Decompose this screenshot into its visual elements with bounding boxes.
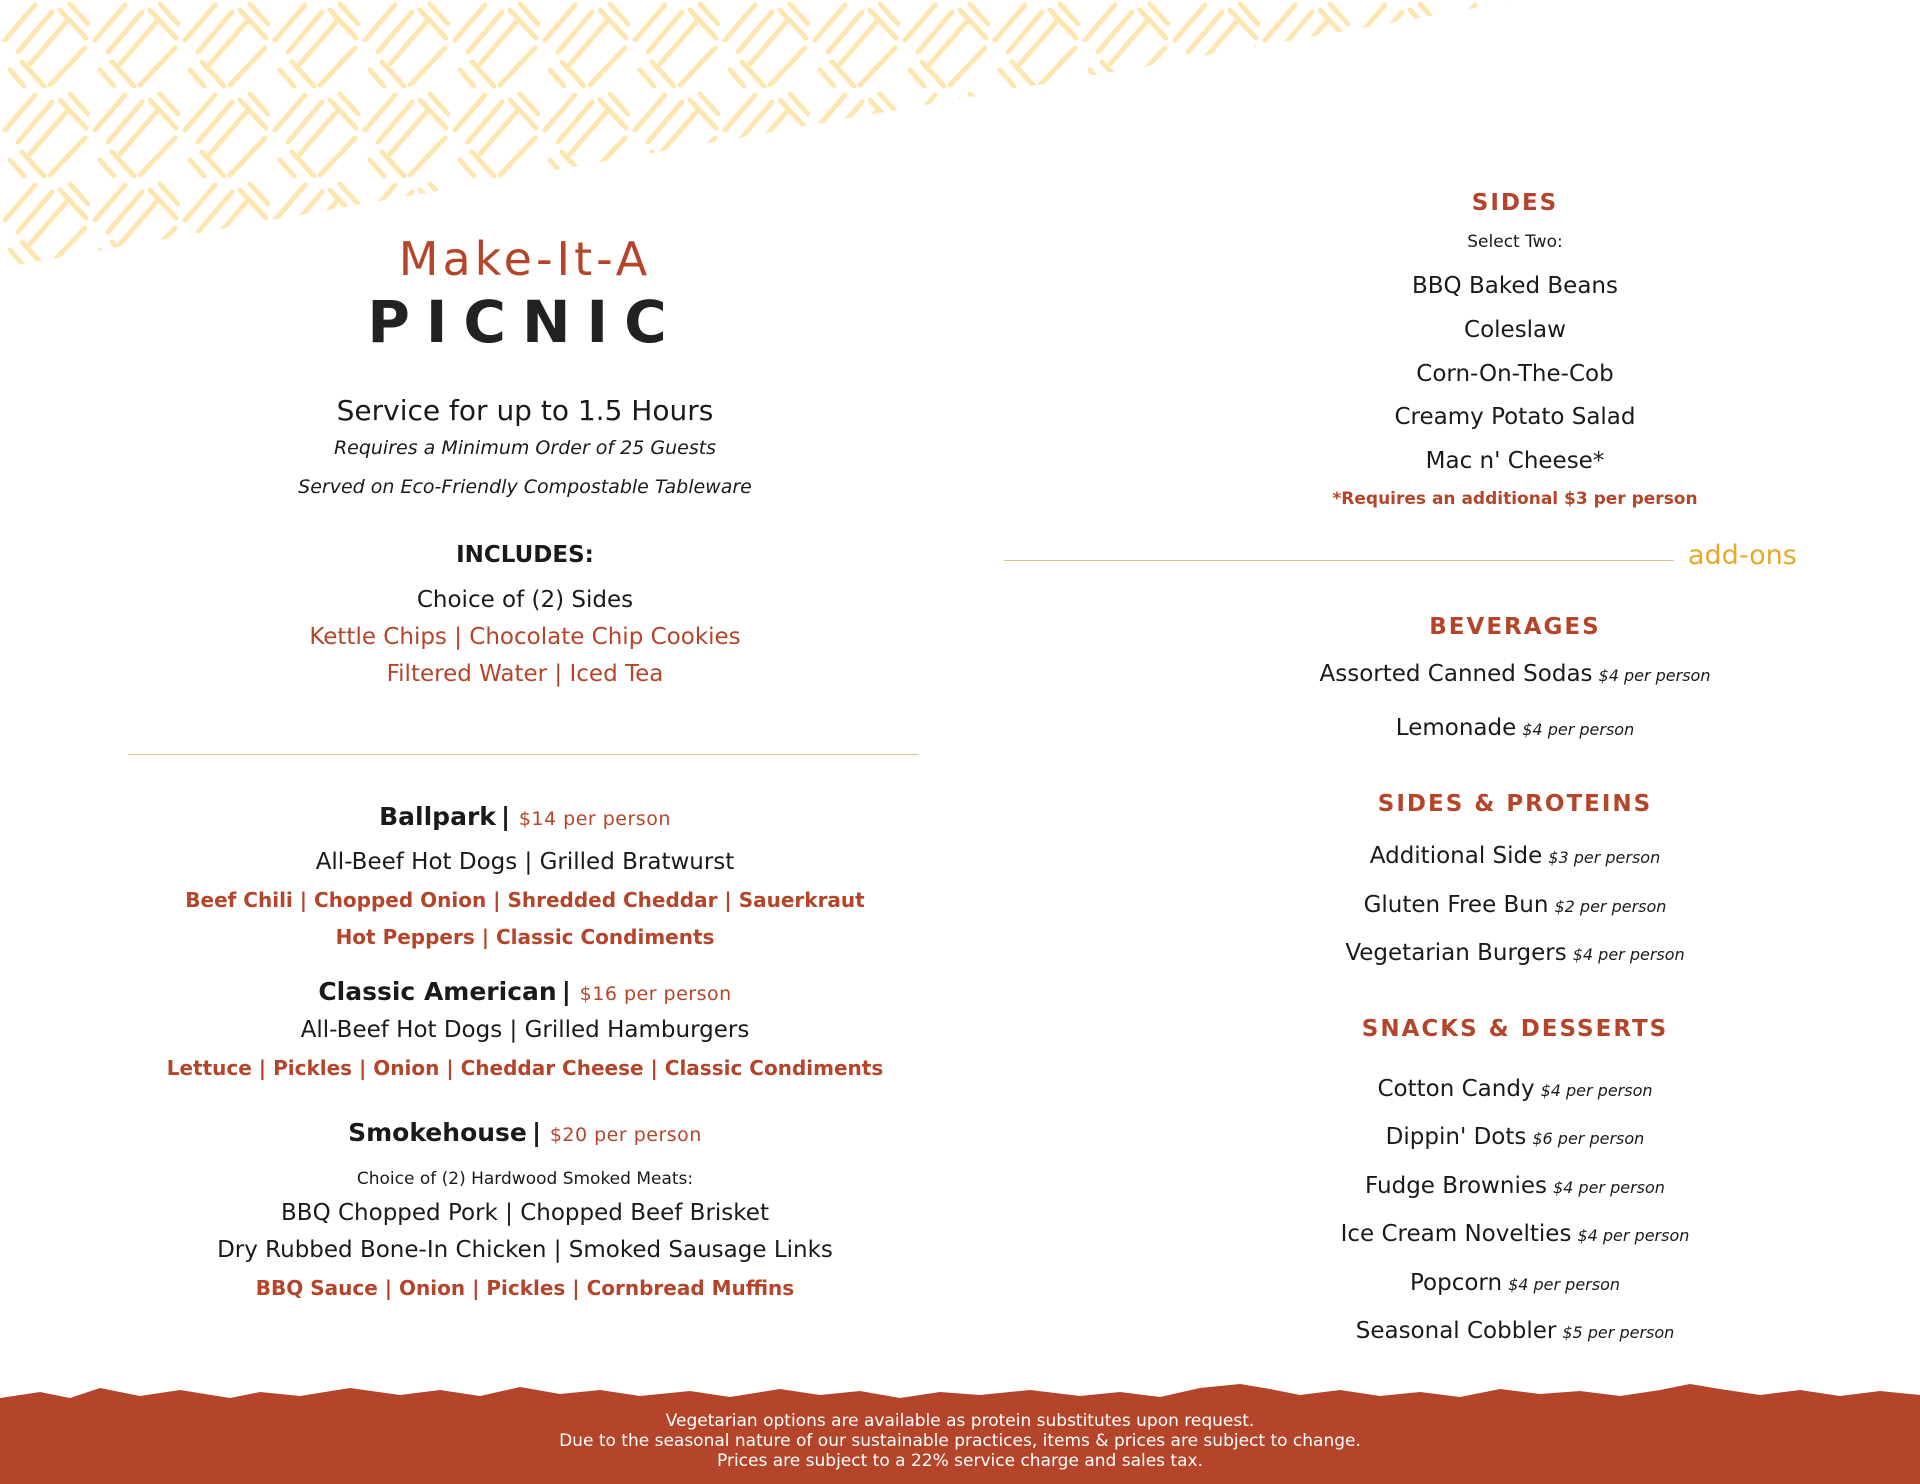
- side-item: BBQ Baked Beans: [1412, 273, 1618, 299]
- footer-line: Due to the seasonal nature of our sustainable practices, items & prices are subject to change.: [559, 1431, 1361, 1451]
- addon-item: [1000, 892, 1920, 918]
- side-item: Creamy Potato Salad: [1394, 404, 1636, 430]
- package-name: Smokehouse: [348, 1118, 527, 1147]
- footer-line: Prices are subject to a 22% service charge and sales tax.: [717, 1451, 1203, 1471]
- includes-line: Kettle Chips | Chocolate Chip Cookies: [309, 624, 741, 650]
- package-accent: Hot Peppers | Classic Condiments: [335, 925, 715, 949]
- includes-heading: INCLUDES:: [456, 542, 594, 568]
- addon-item: [1000, 843, 1920, 869]
- addon-price: $4 per person: [1572, 945, 1685, 964]
- addons-divider: [1004, 560, 1674, 561]
- addon-name: Additional Side: [1369, 843, 1543, 869]
- addon-price: $3 per person: [1548, 848, 1661, 867]
- addon-item: [1000, 940, 1920, 966]
- package-classic-american-heading: Classic American | $16 per person: [318, 977, 732, 1006]
- package-price: $16 per person: [579, 983, 732, 1005]
- side-item: Coleslaw: [1464, 317, 1566, 343]
- sides-note: *Requires an additional $3 per person: [1332, 489, 1698, 509]
- addon-item: [1000, 661, 1920, 687]
- sides-proteins-heading: SIDES & PROTEINS: [1377, 791, 1653, 817]
- addon-name: Dippin' Dots: [1385, 1124, 1527, 1150]
- addon-price: $5 per person: [1562, 1323, 1675, 1342]
- addon-price: $4 per person: [1540, 1081, 1653, 1100]
- addon-price: $6 per person: [1532, 1129, 1645, 1148]
- package-name: Ballpark: [379, 802, 496, 831]
- package-accent: Beef Chili | Chopped Onion | Shredded Cheddar | Sauerkraut: [185, 888, 865, 912]
- title-top: Make-It-A: [398, 232, 652, 286]
- addon-name: Cotton Candy: [1377, 1076, 1535, 1102]
- addon-name: Lemonade: [1395, 715, 1517, 741]
- package-line: All-Beef Hot Dogs | Grilled Bratwurst: [315, 849, 735, 875]
- package-name: Classic American: [318, 977, 557, 1006]
- package-accent: BBQ Sauce | Onion | Pickles | Cornbread Muffins: [255, 1276, 795, 1300]
- addon-name: Gluten Free Bun: [1363, 892, 1549, 918]
- sides-instruction: Select Two:: [1467, 232, 1563, 252]
- addons-label: add-ons: [1688, 540, 1797, 571]
- package-smokehouse-heading: Smokehouse | $20 per person: [348, 1118, 702, 1147]
- divider: [128, 754, 918, 755]
- package-line: BBQ Chopped Pork | Chopped Beef Brisket: [281, 1200, 769, 1226]
- addon-name: Seasonal Cobbler: [1355, 1318, 1557, 1344]
- beverages-heading: BEVERAGES: [1429, 614, 1601, 640]
- addon-item: [1000, 1318, 1920, 1344]
- package-line: All-Beef Hot Dogs | Grilled Hamburgers: [300, 1017, 750, 1043]
- package-note: Choice of (2) Hardwood Smoked Meats:: [356, 1169, 694, 1189]
- addon-item: [1000, 1173, 1920, 1199]
- package-ballpark-heading: Ballpark | $14 per person: [379, 802, 671, 831]
- package-price: $14 per person: [518, 808, 671, 830]
- addon-item: [1000, 1221, 1920, 1247]
- includes-line: Choice of (2) Sides: [416, 587, 634, 613]
- addon-name: Vegetarian Burgers: [1345, 940, 1567, 966]
- package-line: Dry Rubbed Bone-In Chicken | Smoked Sausage Links: [217, 1237, 833, 1263]
- addon-price: $4 per person: [1577, 1226, 1690, 1245]
- tableware-note: Served on Eco-Friendly Compostable Tableware: [298, 476, 752, 498]
- side-item: Mac n' Cheese*: [1425, 448, 1605, 474]
- service-duration: Service for up to 1.5 Hours: [336, 394, 714, 427]
- addon-item: [1000, 715, 1920, 741]
- title-main: PICNIC: [367, 288, 683, 356]
- package-price: $20 per person: [549, 1124, 702, 1146]
- minimum-order: Requires a Minimum Order of 25 Guests: [333, 437, 717, 459]
- addon-price: $4 per person: [1552, 1178, 1665, 1197]
- footer-line: Vegetarian options are available as protein substitutes upon request.: [665, 1411, 1255, 1431]
- addon-name: Assorted Canned Sodas: [1319, 661, 1593, 687]
- sides-heading: SIDES: [1471, 190, 1559, 216]
- addon-name: Ice Cream Novelties: [1340, 1221, 1572, 1247]
- footer-text: [0, 1411, 1920, 1471]
- addon-item: [1000, 1076, 1920, 1102]
- addon-price: $2 per person: [1554, 897, 1667, 916]
- addon-price: $4 per person: [1598, 666, 1711, 685]
- includes-line: Filtered Water | Iced Tea: [386, 661, 664, 687]
- addon-name: Popcorn: [1409, 1270, 1503, 1296]
- addon-item: [1000, 1124, 1920, 1150]
- addon-price: $4 per person: [1522, 720, 1635, 739]
- side-item: Corn-On-The-Cob: [1416, 361, 1614, 387]
- package-accent: Lettuce | Pickles | Onion | Cheddar Cheese | Classic Condiments: [166, 1056, 884, 1080]
- addon-price: $4 per person: [1508, 1275, 1621, 1294]
- addon-name: Fudge Brownies: [1365, 1173, 1547, 1199]
- addon-item: [1000, 1270, 1920, 1296]
- snacks-desserts-heading: SNACKS & DESSERTS: [1361, 1016, 1669, 1042]
